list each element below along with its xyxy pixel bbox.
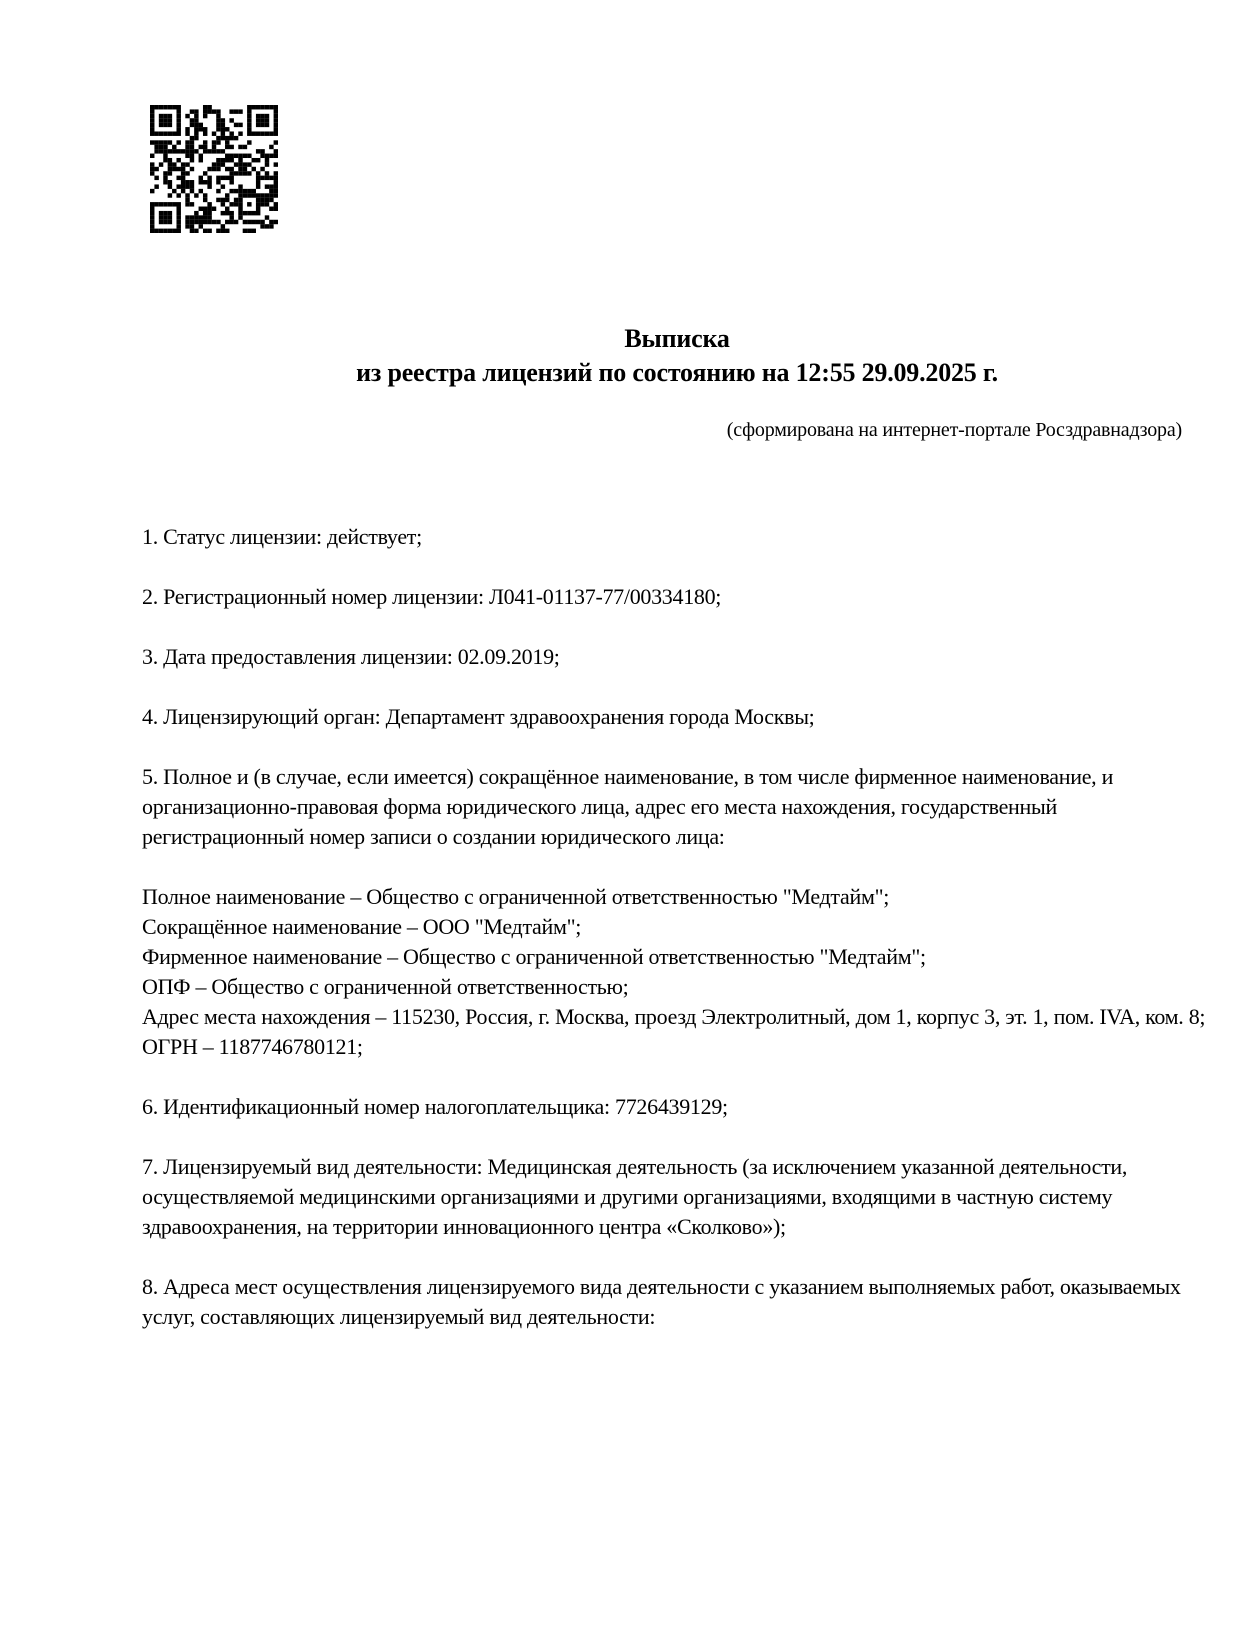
company-full-name: Полное наименование – Общество с ограниченной ответственностью "Медтайм";: [142, 884, 890, 909]
title-line-2: из реестра лицензий по состоянию на 12:55 29.09.2025 г.: [356, 358, 998, 387]
names-intro: 5. Полное и (в случае, если имеется) сокращённое наименование, в том числе фирменное наименование, и организационно-правовая форма юридического лица, адрес его места нахождения, государственный регистрационный номер записи о создании юридического лица:: [142, 764, 1114, 849]
title-line-1: Выписка: [624, 324, 730, 353]
document-title: [142, 322, 1212, 390]
company-legal-form: ОПФ – Общество с ограниченной ответственностью;: [142, 974, 629, 999]
company-brand-name: Фирменное наименование – Общество с ограниченной ответственностью "Медтайм";: [142, 944, 926, 969]
company-address: Адрес места нахождения – 115230, Россия, г. Москва, проезд Электролитный, дом 1, корпус 3, эт. 1, пом. IVA, ком. 8;: [142, 1004, 1206, 1029]
licensed-activity: 7. Лицензируемый вид деятельности: Медицинская деятельность (за исключением указанной деятельности, осуществляемой медицинскими организациями и другими организациями, входящими в частную систему здравоохранения, на территории инновационного центра «Сколково»);: [142, 1154, 1128, 1239]
license-reg-number: 2. Регистрационный номер лицензии: Л041-01137-77/00334180;: [142, 584, 722, 609]
license-status: 1. Статус лицензии: действует;: [142, 524, 422, 549]
formation-note: (сформирована на интернет-портале Росздравнадзора): [726, 419, 1182, 441]
license-grant-date: 3. Дата предоставления лицензии: 02.09.2019;: [142, 644, 560, 669]
company-ogrn: ОГРН – 1187746780121;: [142, 1034, 363, 1059]
taxpayer-inn: 6. Идентификационный номер налогоплательщика: 7726439129;: [142, 1094, 728, 1119]
company-details: [142, 882, 1212, 1062]
licensing-authority: 4. Лицензирующий орган: Департамент здравоохранения города Москвы;: [142, 704, 815, 729]
document-content: [142, 0, 1212, 1332]
addresses-intro: 8. Адреса мест осуществления лицензируемого вида деятельности с указанием выполняемых работ, оказываемых услуг, составляющих лицензируемый вид деятельности:: [142, 1274, 1181, 1329]
company-short-name: Сокращённое наименование – ООО "Медтайм";: [142, 914, 582, 939]
